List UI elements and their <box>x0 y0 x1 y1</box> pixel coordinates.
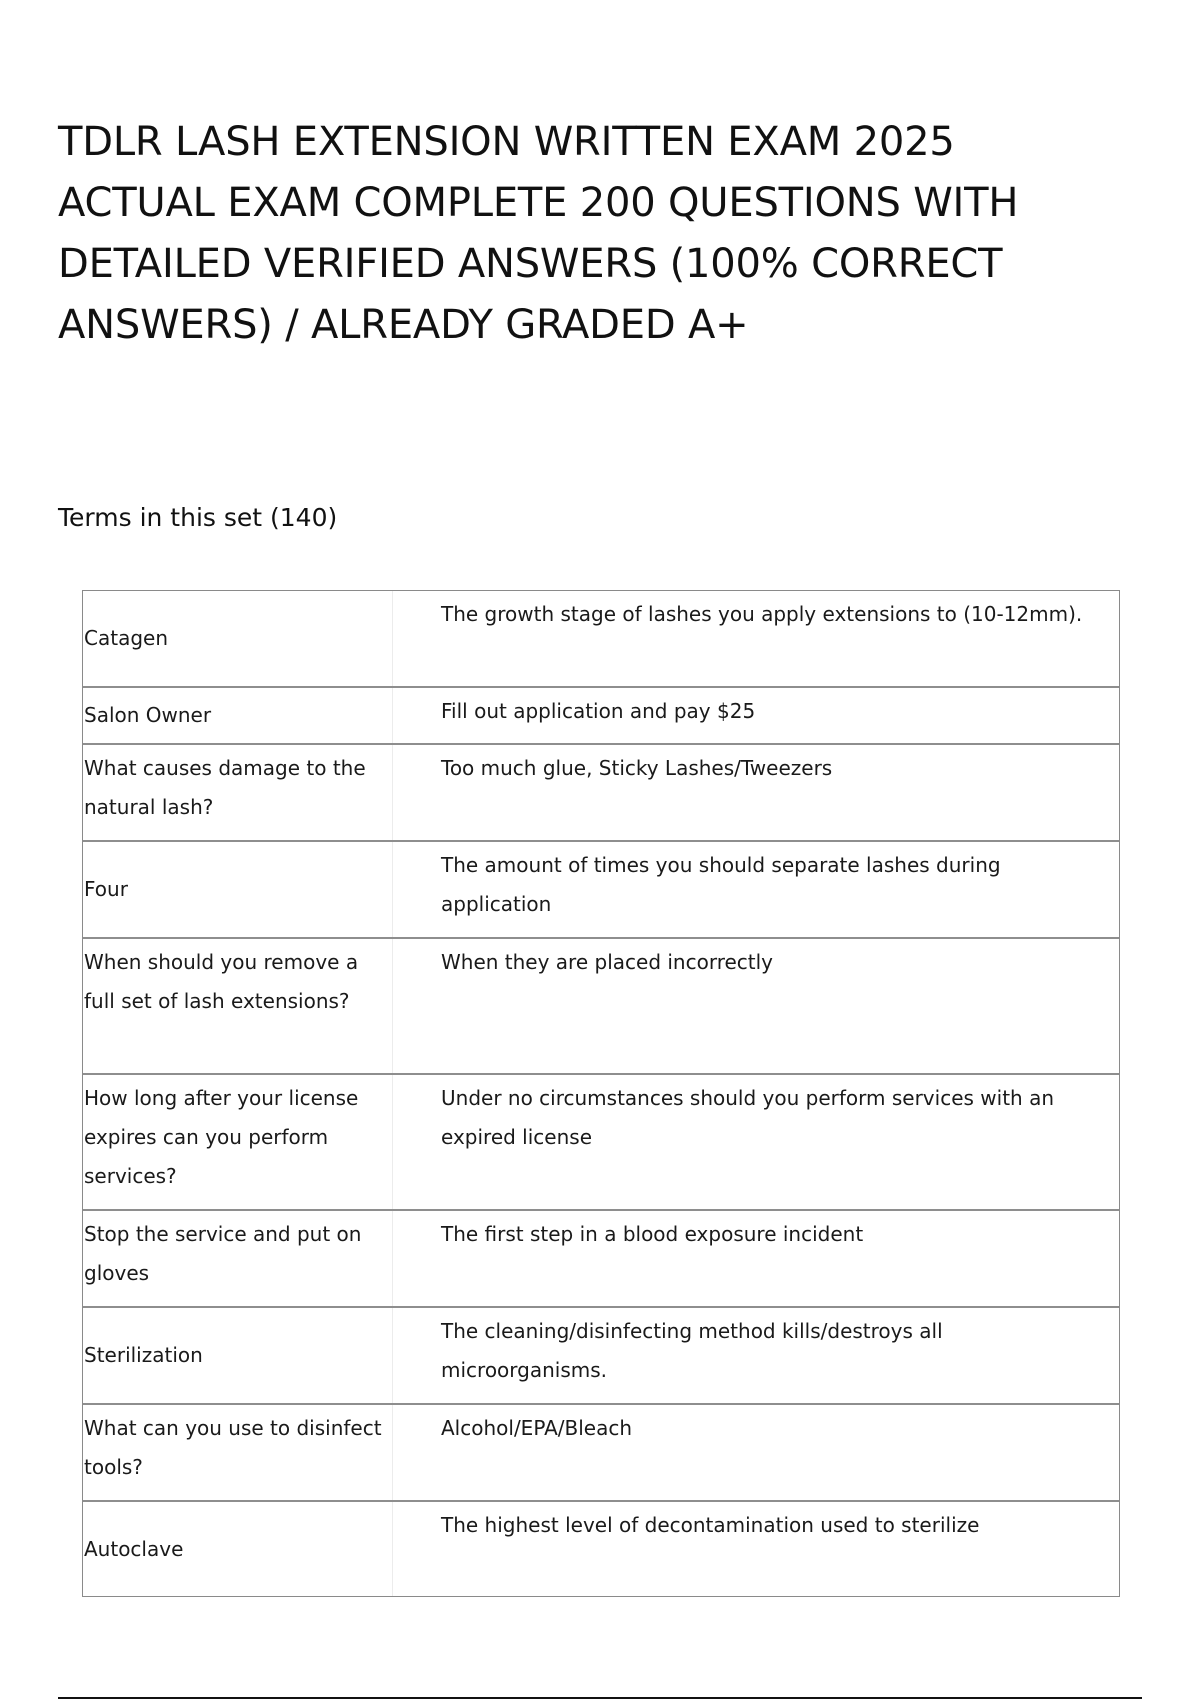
table-row <box>83 939 1119 1075</box>
definition-cell: When they are placed incorrectly <box>441 950 774 974</box>
term-cell: Autoclave <box>83 1502 393 1596</box>
definition-cell: Fill out application and pay $25 <box>441 699 756 723</box>
table-row <box>83 591 1119 688</box>
table-row <box>83 1405 1119 1502</box>
table-row <box>83 842 1119 939</box>
terms-table <box>82 590 1120 1597</box>
table-row <box>83 1211 1119 1308</box>
definition-cell: The highest level of decontamination used to sterilize <box>441 1513 980 1537</box>
definition-cell: The amount of times you should separate lashes during application <box>441 853 1001 916</box>
definition-cell: Under no circumstances should you perform services with an expired license <box>441 1086 1054 1149</box>
term-cell: Catagen <box>83 591 393 686</box>
page-divider <box>58 1697 1142 1699</box>
term-cell: Salon Owner <box>83 688 393 743</box>
definition-cell: Too much glue, Sticky Lashes/Tweezers <box>441 756 833 780</box>
term-cell: Stop the service and put on gloves <box>83 1211 393 1306</box>
table-row <box>83 1075 1119 1211</box>
definition-cell: Alcohol/EPA/Bleach <box>441 1416 633 1440</box>
term-cell: What causes damage to the natural lash? <box>83 745 393 840</box>
document-title: TDLR LASH EXTENSION WRITTEN EXAM 2025 ACTUAL EXAM COMPLETE 200 QUESTIONS WITH DETAILED VERIFIED ANSWERS (100% CORRECT ANSWERS) / ALREADY GRADED A+ <box>58 119 1019 348</box>
terms-count-label: Terms in this set (140) <box>58 503 338 532</box>
definition-cell: The cleaning/disinfecting method kills/destroys all microorganisms. <box>441 1319 943 1382</box>
table-row <box>83 1502 1119 1596</box>
term-cell: When should you remove a full set of lash extensions? <box>83 939 393 1073</box>
term-cell: What can you use to disinfect tools? <box>83 1405 393 1500</box>
table-row <box>83 1308 1119 1405</box>
term-cell: How long after your license expires can you perform services? <box>83 1075 393 1209</box>
definition-cell: The first step in a blood exposure incident <box>441 1222 864 1246</box>
term-cell: Sterilization <box>83 1308 393 1403</box>
table-row <box>83 745 1119 842</box>
table-row <box>83 688 1119 745</box>
term-cell: Four <box>83 842 393 937</box>
definition-cell: The growth stage of lashes you apply extensions to (10-12mm). <box>441 602 1083 626</box>
